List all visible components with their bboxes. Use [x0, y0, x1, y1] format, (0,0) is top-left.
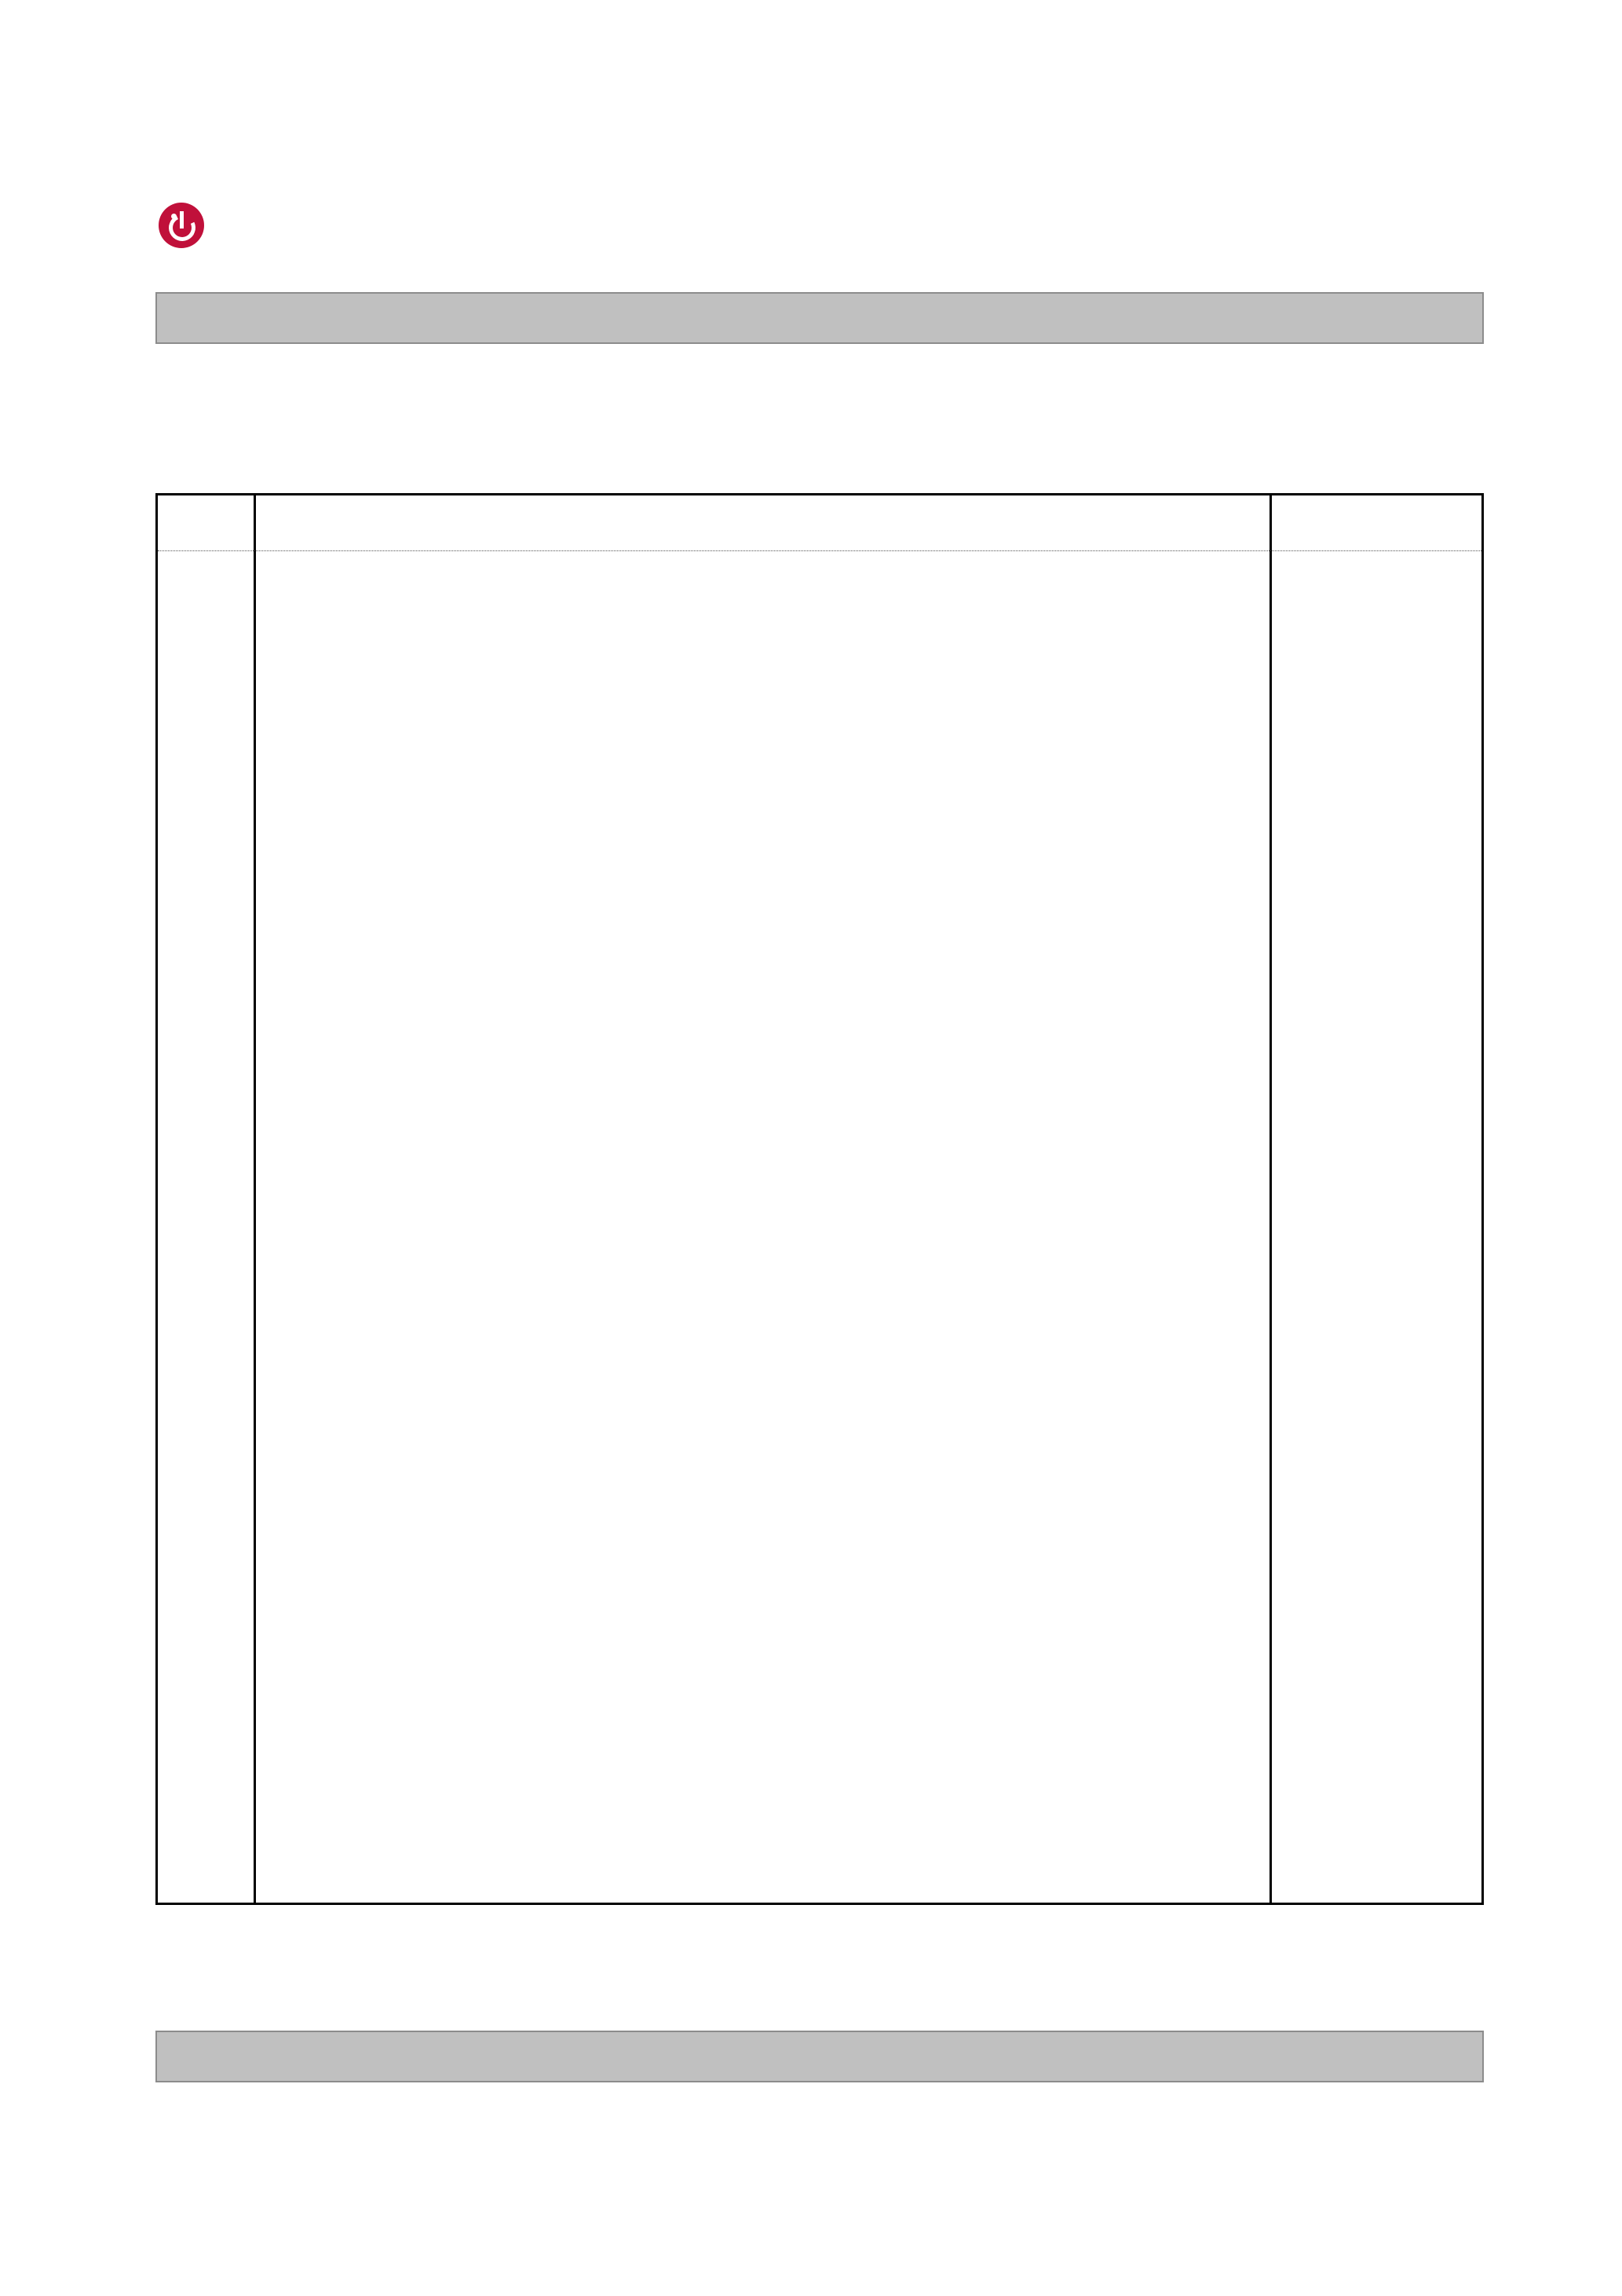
column-divider [254, 495, 256, 1903]
table-header [158, 495, 1481, 551]
column-header-item [257, 495, 1269, 550]
lg-face-icon [159, 203, 204, 248]
column-header-page [1269, 495, 1481, 550]
lg-display-logo [159, 198, 215, 253]
spec-band [155, 292, 1484, 344]
footer-band [155, 2031, 1484, 2082]
contents-table [155, 493, 1484, 1905]
column-divider [1269, 495, 1272, 1903]
